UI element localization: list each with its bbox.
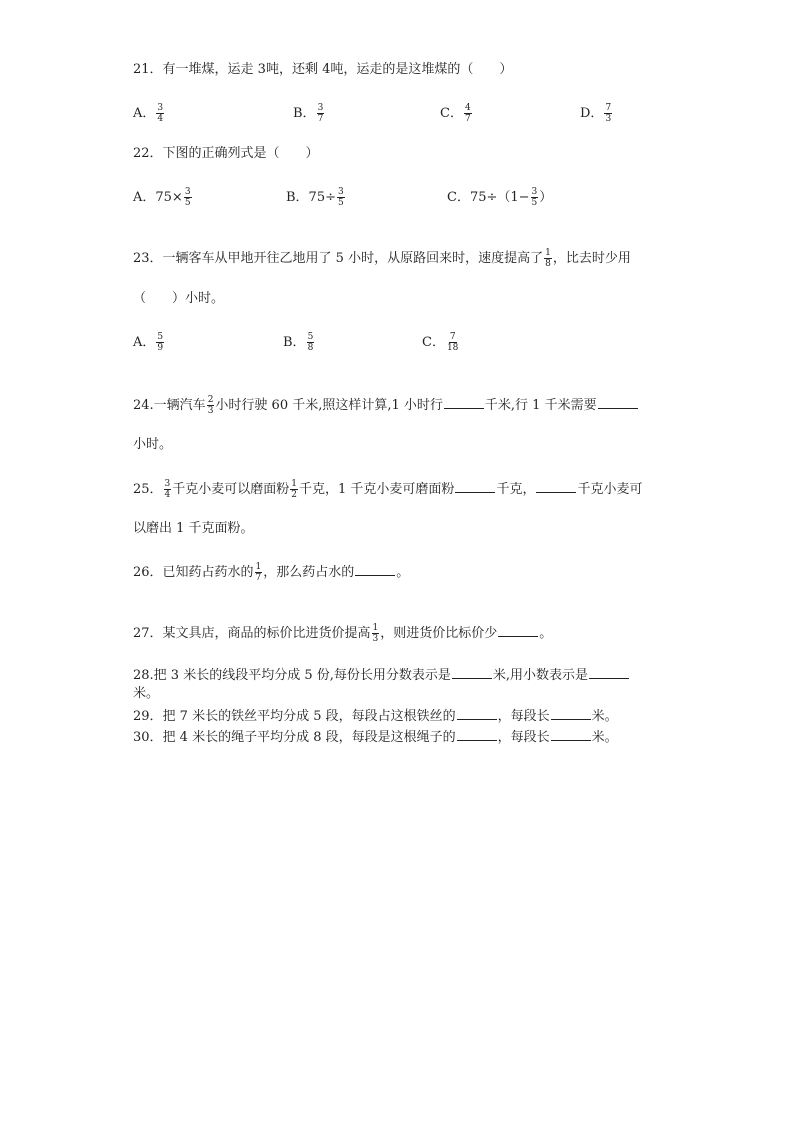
question-30-stem (133, 726, 618, 748)
stem-text: ，则进货价比标价少 (380, 626, 498, 641)
stem-text: 24.一辆汽车 (133, 398, 206, 413)
question-25-stem (133, 478, 642, 500)
fraction: $\frac{1}{3}$ (372, 623, 379, 644)
answer-blank[interactable] (551, 726, 591, 741)
answer-blank[interactable] (498, 622, 538, 637)
fraction: $\frac{3}{4}$ (157, 103, 164, 124)
stem-text: 23．一辆客车从甲地开往乙地用了 5 小时，从原路回来时，速度提高了 (133, 251, 544, 266)
answer-blank[interactable] (536, 478, 576, 493)
fraction: $\frac{1}{8}$ (545, 248, 551, 269)
option-label: B． (293, 106, 316, 121)
stem-text: 。 (396, 565, 410, 580)
stem-text: 27．某文具店，商品的标价比进货价提高 (133, 626, 371, 641)
question-23-option-c[interactable] (422, 332, 460, 353)
answer-blank[interactable] (551, 705, 591, 720)
stem-text: ，那么药占水的 (263, 565, 355, 580)
question-21-stem: 21．有一堆煤，运走 3吨，还剩 4吨，运走的是这堆煤的（ ） (133, 62, 513, 77)
stem-text: ，比去时少用 (552, 251, 631, 266)
stem-text: 千克， (496, 482, 536, 497)
option-text: C．75÷（1− (447, 190, 530, 205)
question-21-option-c[interactable] (440, 103, 473, 124)
answer-blank[interactable] (457, 705, 497, 720)
question-22-option-c[interactable] (447, 187, 552, 208)
question-21-option-d[interactable] (580, 103, 613, 124)
stem-text: 30．把 4 米长的绳子平均分成 8 段，每段是这根绳子的 (133, 730, 456, 745)
stem-text: ，每段长 (497, 730, 550, 745)
question-28-stem (133, 664, 630, 686)
fraction: $\frac{3}{4}$ (164, 479, 171, 500)
fraction: $\frac{3}{5}$ (184, 187, 191, 208)
question-22-stem: 22．下图的正确列式是（ ） (133, 146, 319, 161)
question-23-stem (133, 248, 631, 269)
question-24-stem (133, 394, 639, 416)
fraction: $\frac{3}{7}$ (317, 103, 324, 124)
option-label: A． (133, 335, 156, 350)
option-text: A．75× (133, 190, 183, 205)
question-21-option-b[interactable] (293, 103, 325, 124)
answer-blank[interactable] (452, 664, 492, 679)
question-27-stem (133, 622, 552, 644)
fraction: $\frac{5}{9}$ (157, 332, 164, 353)
answer-blank[interactable] (457, 726, 497, 741)
option-label: A． (133, 106, 156, 121)
fraction: $\frac{5}{8}$ (307, 332, 314, 353)
stem-text: 千克小麦可以磨面粉 (172, 482, 290, 497)
fraction: $\frac{7}{3}$ (605, 103, 612, 124)
fraction: $\frac{4}{7}$ (464, 103, 471, 124)
stem-text: 千米,行 1 千米需要 (484, 398, 597, 413)
stem-text: 。 (539, 626, 553, 641)
option-label: C． (440, 106, 463, 121)
stem-text: ，每段长 (497, 709, 550, 724)
question-29-stem (133, 705, 618, 727)
fraction: $\frac{3}{5}$ (531, 187, 538, 208)
question-23-option-a[interactable] (133, 332, 165, 353)
question-25-stem-line2: 以磨出 1 千克面粉。 (133, 521, 254, 536)
answer-blank[interactable] (589, 664, 629, 679)
stem-text: 28.把 3 米长的线段平均分成 5 份,每份长用分数表示是 (133, 668, 451, 683)
stem-text: 米。 (591, 709, 618, 724)
answer-blank[interactable] (455, 478, 495, 493)
fraction: $\frac{7}{18}$ (446, 332, 459, 353)
stem-text: 29．把 7 米长的铁丝平均分成 5 段，每段占这根铁丝的 (133, 709, 456, 724)
question-22-option-b[interactable] (286, 187, 346, 208)
fraction: $\frac{2}{3}$ (207, 395, 214, 416)
stem-text: 米,用小数表示是 (492, 668, 589, 683)
stem-text: 26．已知药占药水的 (133, 565, 254, 580)
option-label: C． (422, 335, 445, 350)
fraction: $\frac{3}{5}$ (338, 187, 344, 208)
option-text: ） (539, 190, 553, 205)
question-28-stem-line2: 米。 (133, 686, 160, 701)
question-23-option-b[interactable] (283, 332, 315, 353)
question-23-stem-line2: （ ）小时。 (133, 291, 225, 306)
fraction: $\frac{1}{7}$ (255, 562, 262, 583)
option-label: B． (283, 335, 306, 350)
option-label: D． (580, 106, 604, 121)
answer-blank[interactable] (598, 394, 638, 409)
stem-text: 米。 (591, 730, 618, 745)
stem-text: 25． (133, 482, 163, 497)
option-text: B．75÷ (286, 190, 336, 205)
stem-text: 小时行驶 60 千米,照这样计算,1 小时行 (215, 398, 443, 413)
question-21-option-a[interactable] (133, 103, 165, 124)
answer-blank[interactable] (355, 561, 395, 576)
question-26-stem (133, 561, 409, 583)
answer-blank[interactable] (444, 394, 484, 409)
stem-text: 千克，1 千克小麦可磨面粉 (299, 482, 455, 497)
stem-text: 千克小麦可 (577, 482, 643, 497)
fraction: $\frac{1}{2}$ (291, 479, 298, 500)
question-22-option-a[interactable] (133, 187, 193, 208)
question-24-stem-line2: 小时。 (133, 437, 173, 452)
